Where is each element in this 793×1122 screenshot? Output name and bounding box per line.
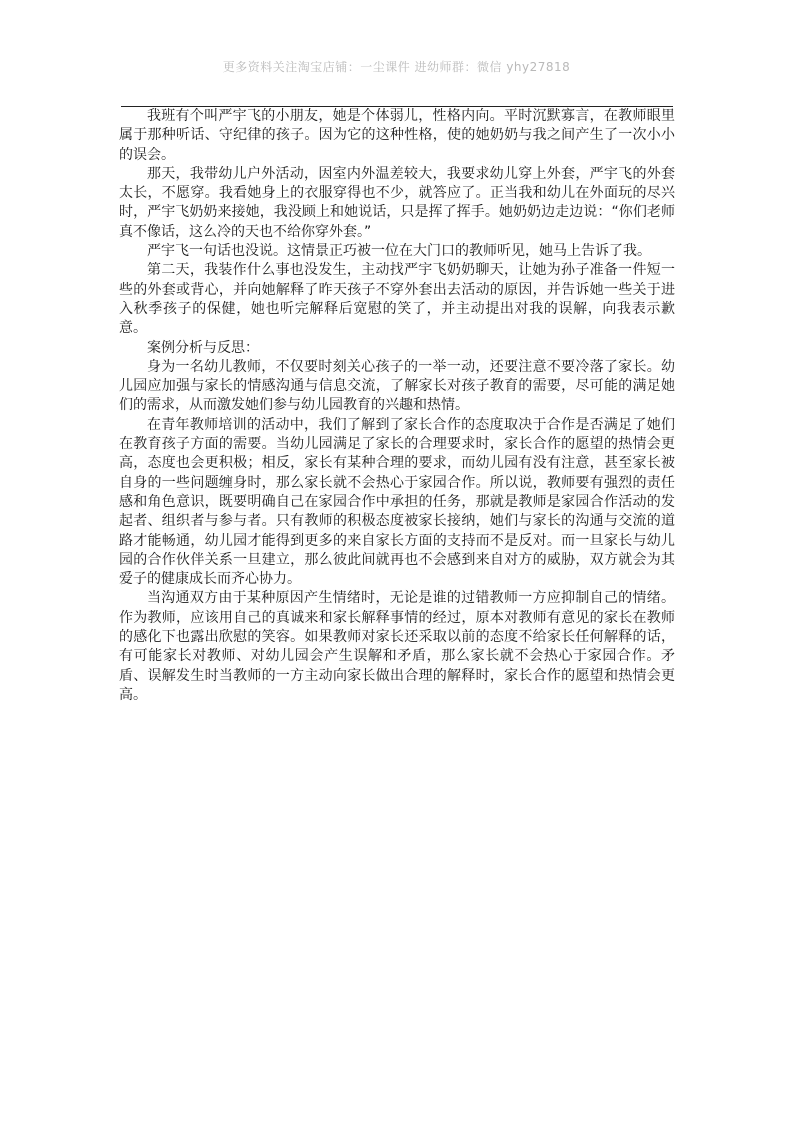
paragraph-teacher-overheard: 严宇飞一句话也没说。这情景正巧被一位在大门口的教师听见，她马上告诉了我。 bbox=[147, 243, 651, 260]
document-body bbox=[119, 107, 675, 705]
section-heading-analysis: 案例分析与反思： bbox=[147, 339, 259, 356]
paragraph-analysis-1: 身为一名幼儿教师，不仅要时刻关心孩子的一举一动，还要注意不要冷落了家长。幼儿园应加强与家长的情感沟通与信息交流，了解家长对孩子教育的需要，尽可能的满足她们的需求，从而激发她们参与幼儿园教育的兴趣和热情。 bbox=[119, 358, 675, 414]
paragraph-intro: 我班有个叫严宇飞的小朋友，她是个体弱儿，性格内向。平时沉默寡言，在教师眼里属于那种听话、守纪律的孩子。因为它的这种性格，使的她奶奶与我之间产生了一次小小的误会。 bbox=[119, 108, 675, 163]
paragraph-analysis-3: 当沟通双方由于某种原因产生情绪时，无论是谁的过错教师一方应抑制自己的情绪。作为教师，应该用自己的真诚来和家长解释事情的经过，原本对教师有意见的家长在教师的感化下也露出欣慰的笑容。如果教师对家长还采取以前的态度不给家长任何解释的话，有可能家长对教师、对幼儿园会产生误解和矛盾，那么家长就不会热心于家园合作。矛盾、误解发生时当教师的一方主动向家长做出合理的解释时，家长合作的愿望和热情会更高。 bbox=[119, 590, 675, 703]
paragraph-analysis-2: 在青年教师培训的活动中，我们了解到了家长合作的态度取决于合作是否满足了她们在教育孩子方面的需要。当幼儿园满足了家长的合理要求时，家长合作的愿望的热情会更高，态度也会更积极；相反，家长有某种合理的要求，而幼儿园有没有注意，甚至家长被自身的一些问题缠身时，那么家长就不会热心于家园合作。所以说，教师要有强烈的责任感和角色意识，既要明确自己在家园合作中承担的任务，那就是教师是家园合作活动的发起者、组织者与参与者。只有教师的积极态度被家长接纳，她们与家长的沟通与交流的道路才能畅通，幼儿园才能得到更多的来自家长方面的支持而不是反对。而一旦家长与幼儿园的合作伙伴关系一旦建立，那么彼此间就再也不会感到来自对方的威胁，双方就会为其爱子的健康成长而齐心协力。 bbox=[119, 416, 675, 588]
paragraph-next-day: 第二天，我装作什么事也没发生，主动找严宇飞奶奶聊天，让她为孙子准备一件短一些的外套或背心，并向她解释了昨天孩子不穿外套出去活动的原因，并告诉她一些关于进入秋季孩子的保健，她也听完解释后宽慰的笑了，并主动提出对我的误解，向我表示歉意。 bbox=[119, 262, 675, 337]
paragraph-outdoor-activity: 那天，我带幼儿户外活动，因室内外温差较大，我要求幼儿穿上外套，严宇飞的外套太长，不愿穿。我看她身上的衣服穿得也不少，就答应了。正当我和幼儿在外面玩的尽兴时，严宇飞奶奶来接她，我没顾上和她说话，只是挥了挥手。她奶奶边走边说：“你们老师真不像话，这么冷的天也不给你穿外套。” bbox=[119, 165, 675, 240]
header-watermark: 更多资料关注淘宝店铺：一尘课件 进幼师群：微信 yhy27818 bbox=[222, 60, 571, 74]
